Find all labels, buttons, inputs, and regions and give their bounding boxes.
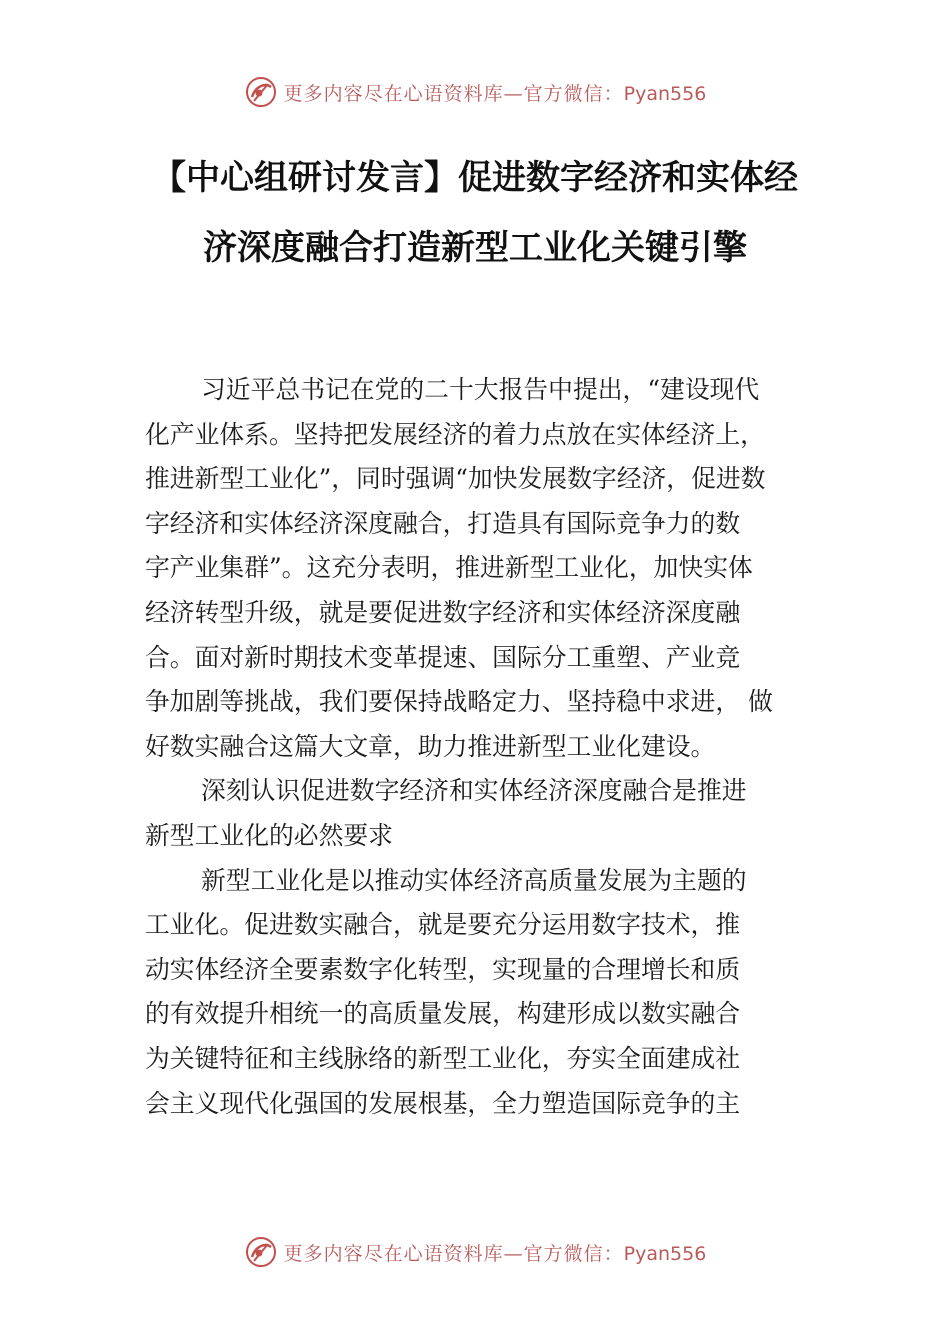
document-title-line-1: 【中心组研讨发言】促进数字经济和实体经: [152, 158, 798, 198]
header-banner: [0, 72, 950, 112]
body-line: 会主义现代化强国的发展根基，全力塑造国际竞争的主: [145, 1088, 741, 1118]
body-line: 好数实融合这篇大文章，助力推进新型工业化建设。: [145, 731, 716, 761]
banner-text: 更多内容尽在心语资料库—官方微信：Pyan556: [283, 82, 707, 105]
wechat-id: Pyan556: [623, 1242, 707, 1265]
body-line: 争加剧等挑战，我们要保持战略定力、坚持稳中求进， 做: [145, 687, 773, 717]
banner-text: 更多内容尽在心语资料库—官方微信：Pyan556: [283, 1242, 707, 1265]
wechat-id: Pyan556: [623, 82, 707, 105]
section-heading-line: 深刻认识促进数字经济和实体经济深度融合是推进: [201, 776, 747, 806]
body-line: 动实体经济全要素数字化转型，实现量的合理增长和质: [145, 954, 741, 984]
body-line: 合。面对新时期技术变革提速、国际分工重塑、产业竞: [145, 642, 741, 672]
document-body: [145, 368, 820, 1126]
body-line: 工业化。促进数实融合，就是要充分运用数字技术，推: [145, 910, 741, 940]
body-line: 的有效提升相统一的高质量发展，构建形成以数实融合: [145, 999, 741, 1029]
footer-banner: [0, 1232, 950, 1272]
section-heading-line: 新型工业化的必然要求: [145, 820, 393, 850]
brand-logo-icon: [244, 1235, 278, 1269]
body-line: 经济转型升级，就是要促进数字经济和实体经济深度融: [145, 597, 741, 627]
body-line: 字经济和实体经济深度融合，打造具有国际竞争力的数: [145, 508, 741, 538]
body-line: 新型工业化是以推动实体经济高质量发展为主题的: [201, 865, 747, 895]
brand-logo-icon: [244, 75, 278, 109]
body-line: 推进新型工业化”，同时强调“加快发展数字经济，促进数: [145, 464, 766, 494]
document-title-line-2: 济深度融合打造新型工业化关键引擎: [203, 228, 747, 268]
body-line: 化产业体系。坚持把发展经济的着力点放在实体经济上，: [145, 419, 765, 449]
body-line: 为关键特征和主线脉络的新型工业化，夯实全面建成社: [145, 1043, 741, 1073]
body-line: 字产业集群”。这充分表明，推进新型工业化，加快实体: [145, 553, 753, 583]
body-line: 习近平总书记在党的二十大报告中提出，“建设现代: [201, 375, 760, 404]
